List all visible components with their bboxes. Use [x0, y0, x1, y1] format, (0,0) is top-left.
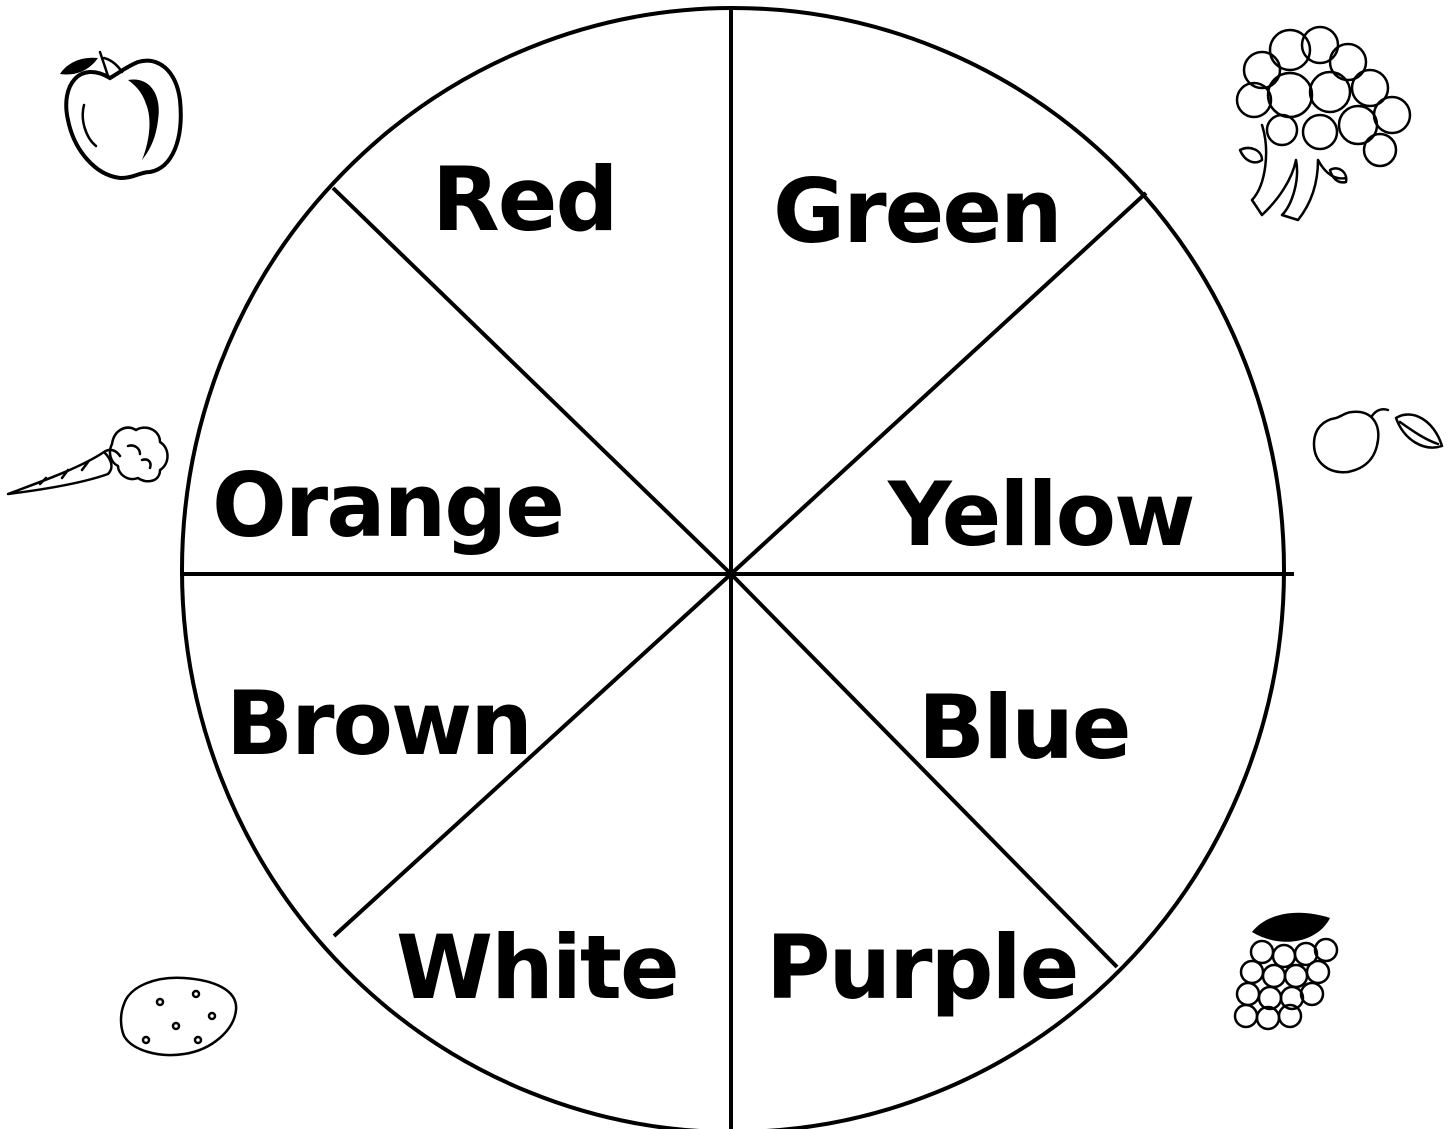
segment-label-green: Green [773, 160, 1061, 263]
segment-label-white: White [396, 916, 678, 1019]
pear-icon [1314, 409, 1442, 472]
potato-icon [121, 978, 236, 1055]
segment-label-red: Red [432, 148, 617, 251]
carrot-icon [8, 428, 168, 494]
segment-label-brown: Brown [226, 672, 531, 775]
segment-label-yellow: Yellow [888, 463, 1194, 566]
segment-label-purple: Purple [766, 916, 1078, 1019]
grapes-icon [1235, 913, 1337, 1029]
apple-icon [60, 52, 181, 178]
broccoli-icon [1237, 27, 1410, 220]
segment-label-blue: Blue [918, 676, 1130, 779]
segment-label-orange: Orange [212, 454, 563, 557]
